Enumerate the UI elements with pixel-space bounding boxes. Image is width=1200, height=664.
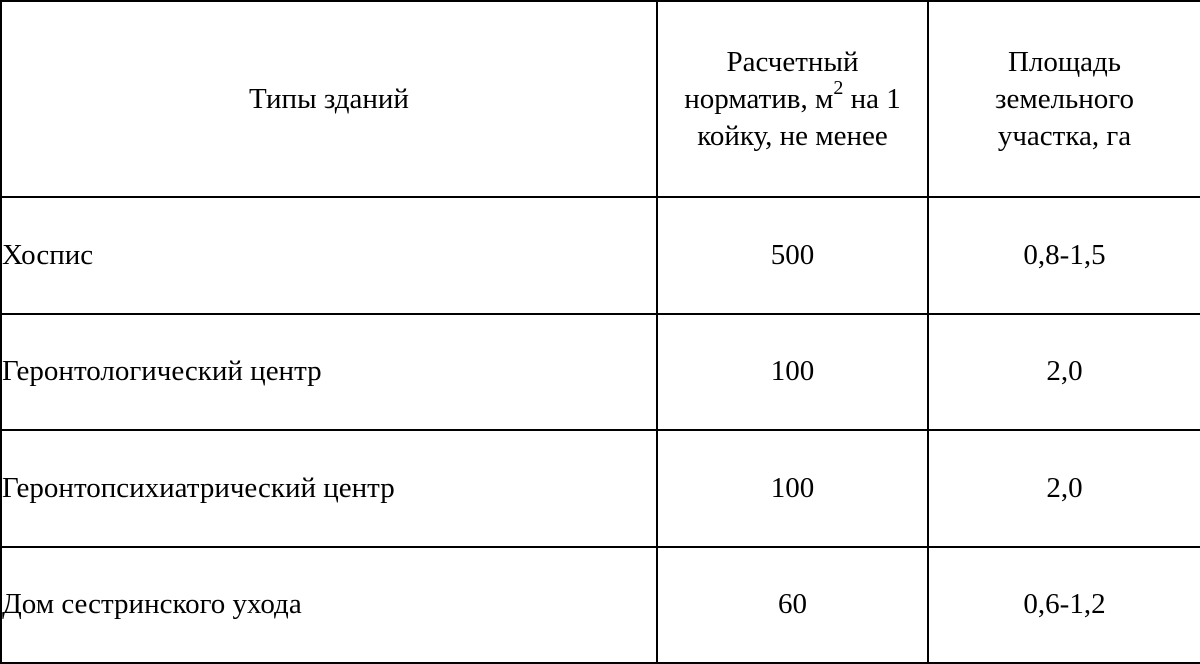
header-norm-line-1: Расчетный bbox=[726, 45, 859, 78]
building-type-cell: Дом сестринского ухода bbox=[1, 547, 657, 664]
area-cell: 0,8-1,5 bbox=[928, 197, 1200, 314]
building-type-cell: Геронтопсихиатрический центр bbox=[1, 430, 657, 547]
norm-cell: 100 bbox=[657, 430, 928, 547]
table-header-row bbox=[1, 1, 1200, 197]
header-norm-line-2 bbox=[658, 76, 927, 118]
area-cell: 2,0 bbox=[928, 314, 1200, 431]
header-norm-unit: норматив, м bbox=[684, 82, 834, 115]
header-norm-line-3: койку, не менее bbox=[697, 119, 888, 152]
header-building-type: Типы зданий bbox=[1, 1, 657, 197]
header-area-line-1: Площадь bbox=[1007, 45, 1122, 78]
table-row bbox=[1, 197, 1200, 314]
building-type-cell: Хоспис bbox=[1, 197, 657, 314]
norm-cell: 100 bbox=[657, 314, 928, 431]
norm-cell: 500 bbox=[657, 197, 928, 314]
table-row bbox=[1, 314, 1200, 431]
building-type-cell: Геронтологический центр bbox=[1, 314, 657, 431]
norm-cell: 60 bbox=[657, 547, 928, 664]
table-row bbox=[1, 547, 1200, 664]
header-area-line-2: земельного bbox=[995, 82, 1134, 115]
table-row bbox=[1, 430, 1200, 547]
area-cell: 2,0 bbox=[928, 430, 1200, 547]
header-area-line-3: участка, га bbox=[997, 119, 1132, 152]
area-cell: 0,6-1,2 bbox=[928, 547, 1200, 664]
header-norm-per: на 1 bbox=[843, 82, 901, 115]
header-land-area bbox=[928, 1, 1200, 197]
header-norm bbox=[657, 1, 928, 197]
header-norm-unit-exponent: 2 bbox=[833, 76, 844, 99]
